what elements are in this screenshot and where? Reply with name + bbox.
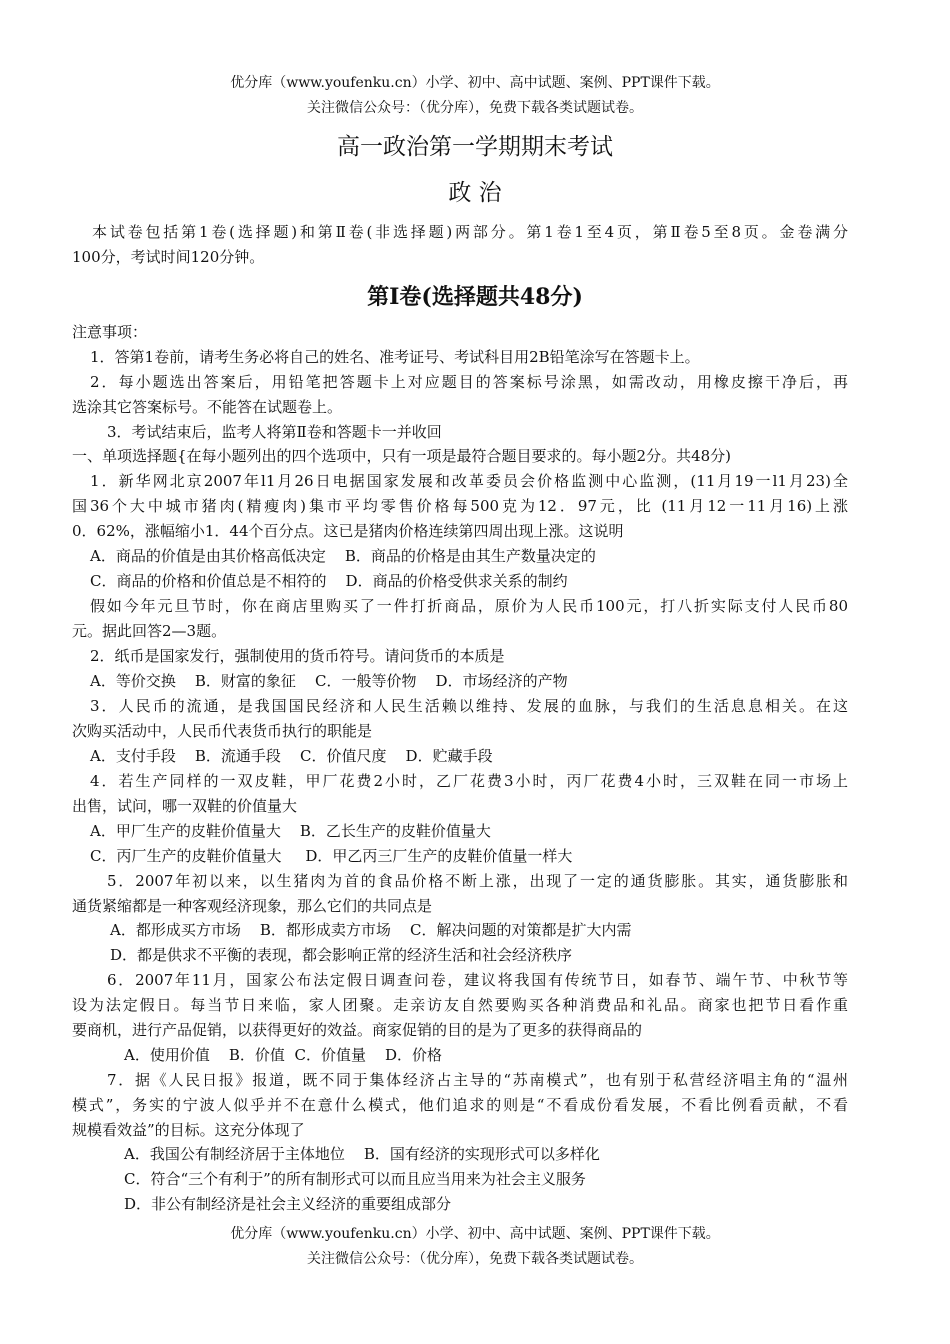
q3-line-1: 3．人民币的流通，是我国国民经济和人民生活赖以维持、发展的血脉，与我们的生活息息相关。在这 [90, 697, 848, 715]
note-3: 3．考试结束后，监考人将第Ⅱ卷和答题卡一并收回 [107, 423, 442, 441]
exam-subject: 政 治 [448, 180, 502, 206]
q7-line-1: 7．据《人民日报》报道，既不同于集体经济占主导的“苏南模式”，也有别于私营经济唱主角的“温州 [107, 1071, 848, 1089]
q4-options-cd: C．丙厂生产的皮鞋价值量大 D．甲乙丙三厂生产的皮鞋价值量一样大 [90, 847, 573, 865]
q6-line-2: 设为法定假日。每当节日来临，家人团聚。走亲访友自然要购买各种消费品和礼品。商家也把节日看作重 [72, 996, 848, 1014]
q1-line-1: 1．新华网北京2007年l1月26日电据国家发展和改革委员会价格监测中心监测，(11月19一l1月23)全 [90, 472, 848, 490]
q6-line-3: 要商机，进行产品促销，以获得更好的效益。商家促销的目的是为了更多的获得商品的 [72, 1021, 643, 1039]
note-1: 1．答第1卷前，请考生务必将自己的姓名、准考证号、考试科目用2B铅笔涂写在答题卡上。 [90, 348, 700, 366]
passage-line-2: 元。据此回答2—3题。 [72, 622, 227, 640]
q4-line-1: 4．若生产同样的一双皮鞋，甲厂花费2小时，乙厂花费3小时，丙厂花费4小时，三双鞋在同一市场上 [90, 772, 848, 790]
intro-line-2: 100分，考试时间120分钟。 [72, 248, 265, 266]
q3-line-2: 次购买活动中，人民币代表货币执行的职能是 [72, 722, 373, 740]
q2-options: A．等价交换 B．财富的象征 C．一般等价物 D．市场经济的产物 [90, 672, 568, 690]
q1-line-3: 0．62%，涨幅缩小1．44个百分点。这已是猪肉价格连续第四周出现上涨。这说明 [72, 522, 624, 540]
note-2-line-2: 选涂其它答案标号。不能答在试题卷上。 [72, 398, 343, 416]
q7-option-d: D．非公有制经济是社会主义经济的重要组成部分 [124, 1195, 452, 1213]
q4-options-ab: A．甲厂生产的皮鞋价值量大 B．乙长生产的皮鞋价值量大 [90, 822, 491, 840]
part-1-heading: 一、单项选择题{在每小题列出的四个选项中，只有一项是最符合题目要求的。每小题2分。共48分) [72, 447, 732, 465]
passage-line-1: 假如今年元旦节时，你在商店里购买了一件打折商品，原价为人民币100元，打八折实际支付人民币80 [90, 597, 848, 615]
section-title: 第I卷(选择题共48分) [367, 284, 583, 310]
q5-option-d: D．都是供求不平衡的表现，都会影响正常的经济生活和社会经济秩序 [110, 946, 573, 964]
q7-line-3: 规模看效益”的目标。这充分体现了 [72, 1121, 305, 1139]
header-line-2: 关注微信公众号：（优分库），免费下载各类试题试卷。 [307, 100, 643, 116]
q5-options-abc: A．都形成买方市场 B．都形成卖方市场 C．解决问题的对策都是扩大内需 [110, 921, 632, 939]
q7-line-2: 模式”，务实的宁波人似乎并不在意什么模式，他们追求的则是“不看成份看发展，不看比例看贡献，不看 [72, 1096, 848, 1114]
q1-options-ab: A．商品的价值是由其价格高低决定 B．商品的价格是由其生产数量决定的 [90, 547, 596, 565]
q1-options-cd: C．商品的价格和价值总是不相符的 D．商品的价格受供求关系的制约 [90, 572, 568, 590]
q2-stem: 2．纸币是国家发行，强制使用的货币符号。请问货币的本质是 [90, 647, 505, 665]
q7-options-ab: A．我国公有制经济居于主体地位 B．国有经济的实现形式可以多样化 [124, 1145, 600, 1163]
q1-line-2: 国36个大中城市猪肉(精瘦肉)集市平均零售价格每500克为12．97元，比 (11月12一11月16)上涨 [72, 497, 848, 515]
q6-options: A．使用价值 B．价值 C．价值量 D．价格 [124, 1046, 443, 1064]
note-2-line-1: 2．每小题选出答案后，用铅笔把答题卡上对应题目的答案标号涂黑，如需改动，用橡皮擦干净后，再 [90, 373, 848, 391]
q6-line-1: 6．2007年11月，国家公布法定假日调查问卷，建议将我国有传统节日，如春节、端午节、中秋节等 [107, 971, 848, 989]
q4-line-2: 出售，试问，哪一双鞋的价值量大 [72, 797, 298, 815]
intro-line-1: 本试卷包括第1卷(选择题)和第Ⅱ卷(非选择题)两部分。第1卷1至4页，第Ⅱ卷5至8页。金卷满分 [92, 223, 848, 241]
header-line-1: 优分库（www.youfenku.cn）小学、初中、高中试题、案例、PPT课件下载。 [230, 75, 720, 91]
notes-heading: 注意事项： [72, 323, 148, 341]
q3-options: A．支付手段 B．流通手段 C．价值尺度 D．贮藏手段 [90, 747, 493, 765]
exam-title: 高一政治第一学期期末考试 [337, 134, 613, 160]
footer-line-1: 优分库（www.youfenku.cn）小学、初中、高中试题、案例、PPT课件下载。 [230, 1226, 720, 1242]
q5-line-1: 5．2007年初以来，以生猪肉为首的食品价格不断上涨，出现了一定的通货膨胀。其实，通货膨胀和 [107, 872, 848, 890]
footer-line-2: 关注微信公众号：（优分库），免费下载各类试题试卷。 [307, 1251, 643, 1267]
q5-line-2: 通货紧缩都是一种客观经济现象，那么它们的共同点是 [72, 897, 433, 915]
q7-option-c: C．符合“三个有利于”的所有制形式可以而且应当用来为社会主义服务 [124, 1170, 586, 1188]
